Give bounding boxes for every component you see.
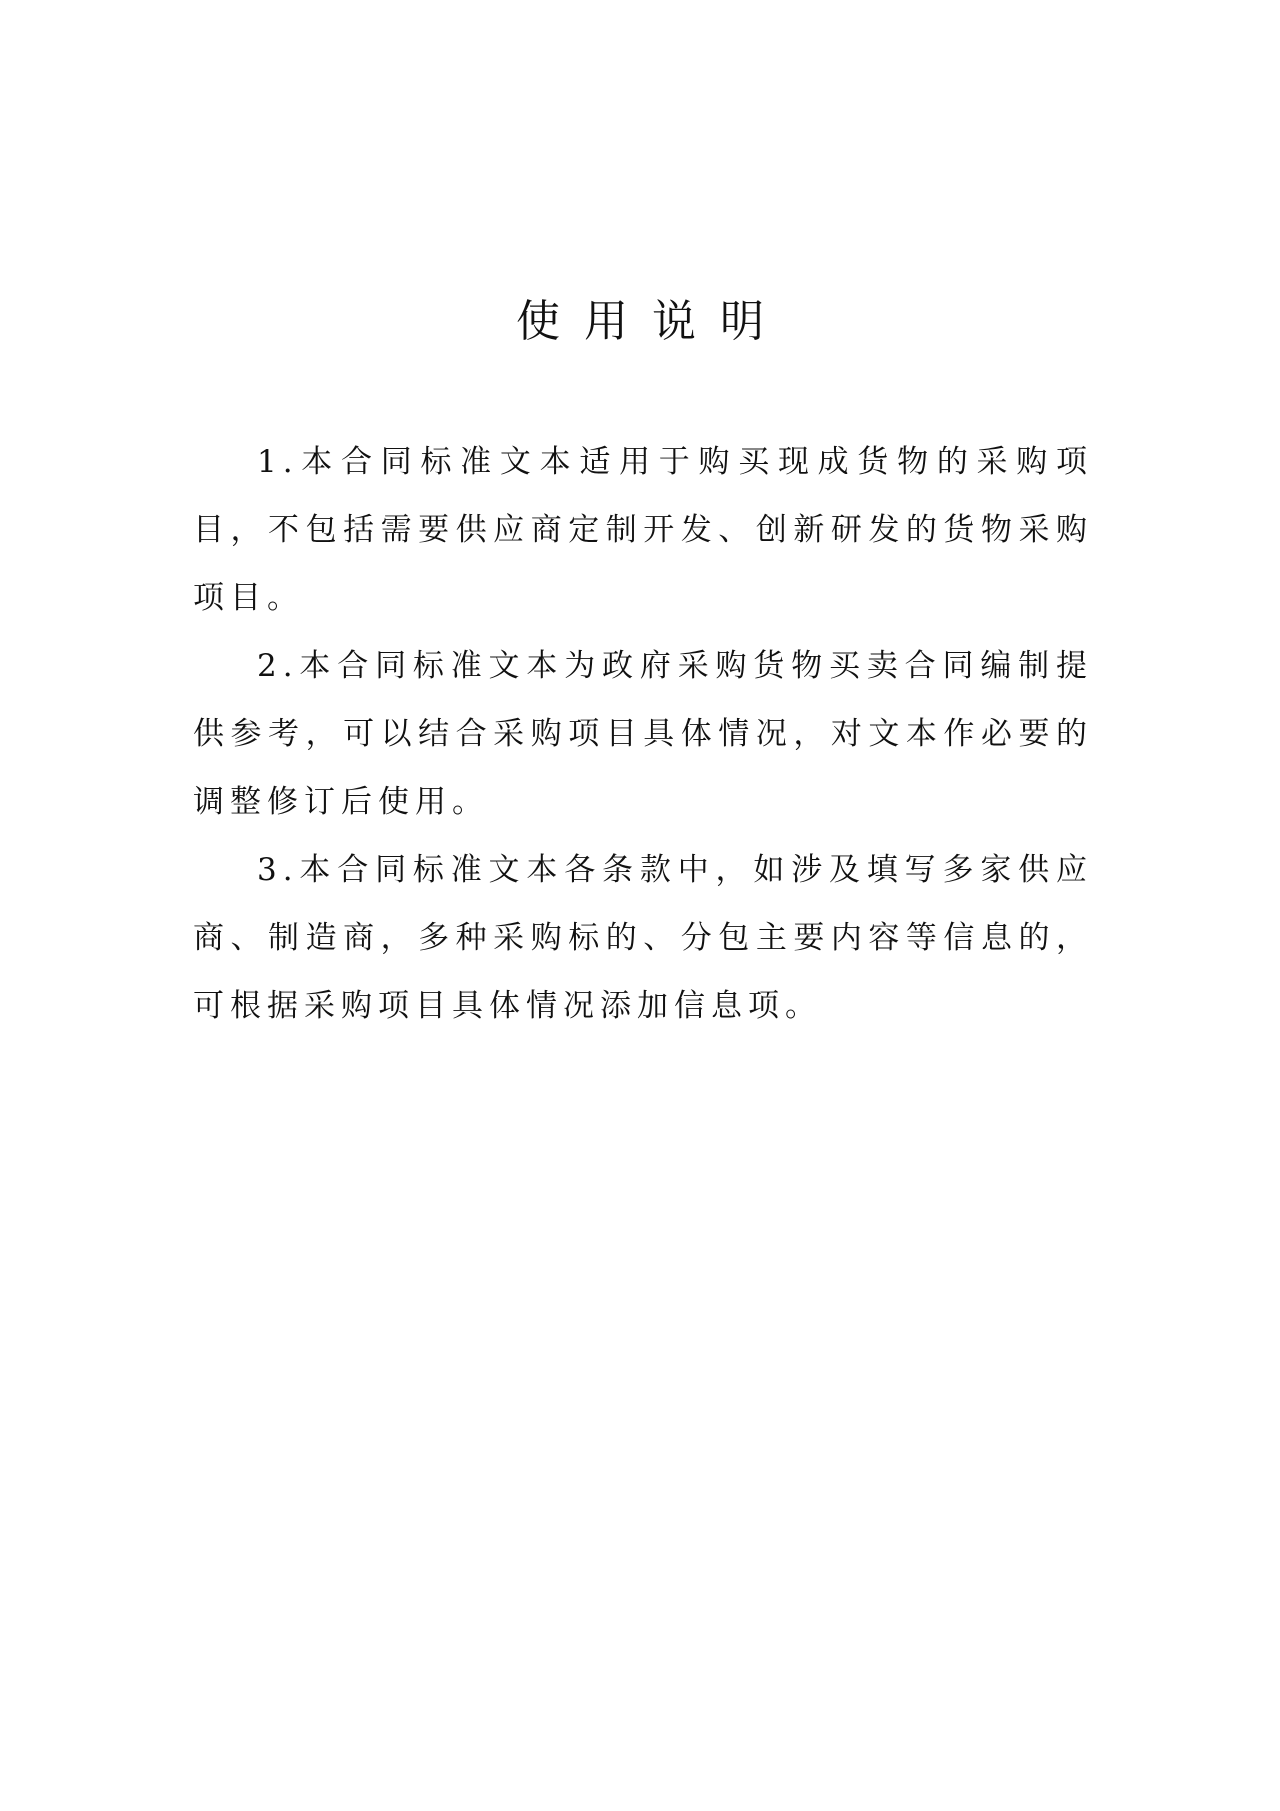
instruction-paragraph-2: 2.本合同标准文本为政府采购货物买卖合同编制提供参考，可以结合采购项目具体情况，对文本作必要的调整修订后使用。: [193, 648, 1093, 820]
page-title: 使用说明: [516, 296, 788, 347]
instructions-body: [193, 428, 1093, 1040]
instruction-paragraph-3: 3.本合同标准文本各条款中，如涉及填写多家供应商、制造商，多种采购标的、分包主要内容等信息的，可根据采购项目具体情况添加信息项。: [193, 852, 1093, 1024]
instruction-paragraph-1: 1.本合同标准文本适用于购买现成货物的采购项目，不包括需要供应商定制开发、创新研发的货物采购项目。: [193, 444, 1093, 616]
